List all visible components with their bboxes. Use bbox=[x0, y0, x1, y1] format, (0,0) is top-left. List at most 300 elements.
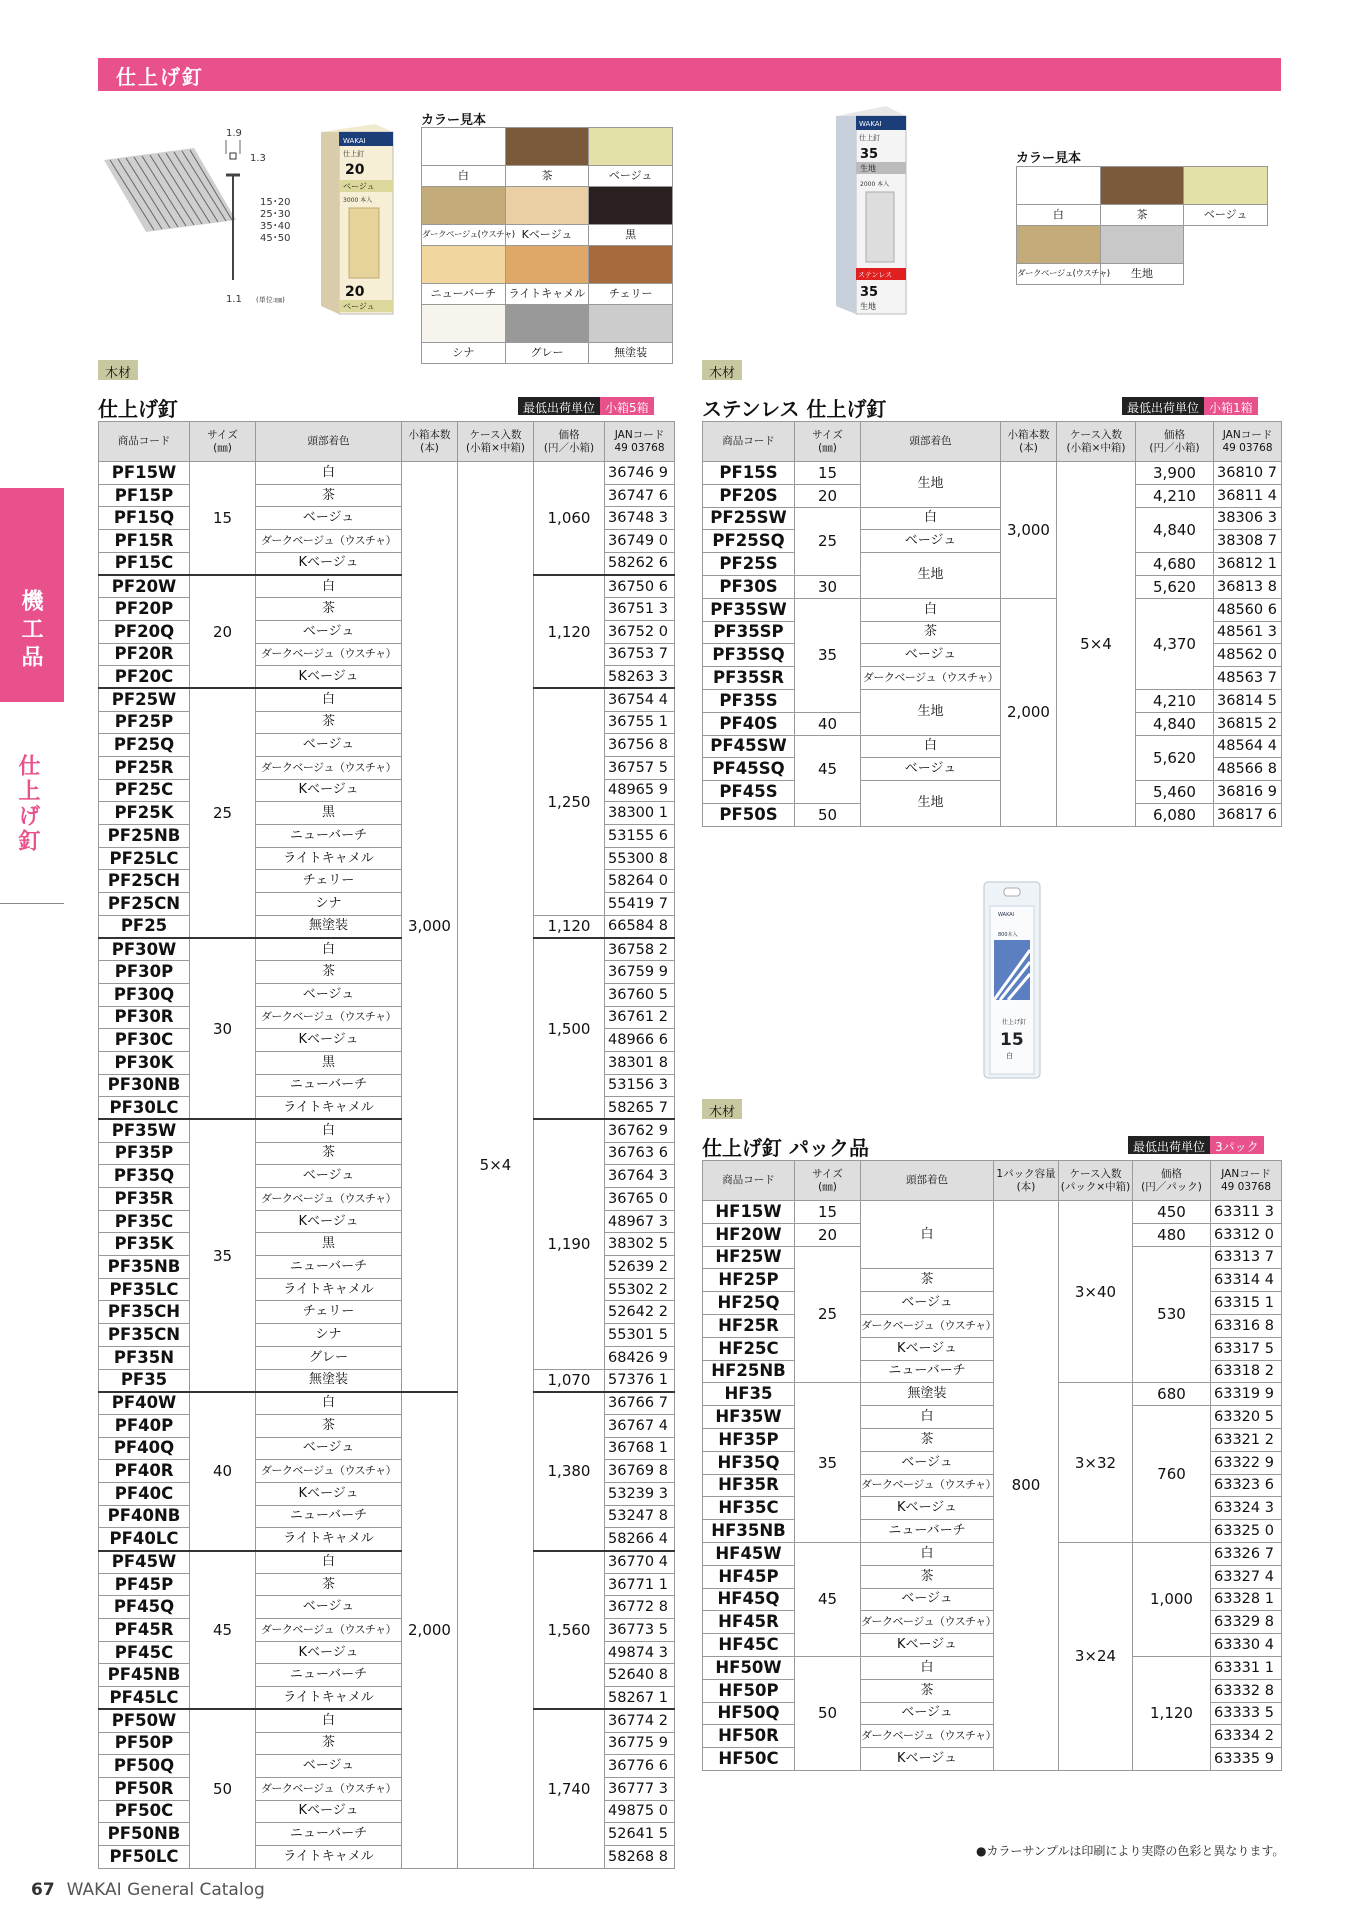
case-qty: 5×4 bbox=[458, 462, 534, 1869]
swatch-label: チェリー bbox=[589, 284, 673, 305]
jan-code: 66584 8 bbox=[605, 915, 675, 938]
product-code: HF50Q bbox=[703, 1702, 795, 1725]
product-code: HF35Q bbox=[703, 1451, 795, 1474]
head-color: ベージュ bbox=[256, 1596, 402, 1619]
swatch-label-row bbox=[1017, 264, 1268, 285]
head-color: 茶 bbox=[256, 961, 402, 984]
jan-code: 36749 0 bbox=[605, 530, 675, 553]
product-code: PF40C bbox=[99, 1482, 190, 1505]
side-divider bbox=[0, 903, 64, 904]
price: 4,370 bbox=[1136, 598, 1214, 689]
swatch-color bbox=[1184, 226, 1268, 264]
product-code: PF25W bbox=[99, 688, 190, 711]
material-tag-2: 木材 bbox=[702, 360, 742, 380]
jan-code: 63330 4 bbox=[1211, 1634, 1282, 1657]
product-code: PF30Q bbox=[99, 983, 190, 1006]
product-code: PF20R bbox=[99, 643, 190, 666]
head-color: ベージュ bbox=[861, 1451, 994, 1474]
head-color: シナ bbox=[256, 1324, 402, 1347]
jan-code: 63316 8 bbox=[1211, 1314, 1282, 1337]
jan-code: 36774 2 bbox=[605, 1709, 675, 1732]
material-tag: 木材 bbox=[98, 360, 138, 380]
product-code: PF25SQ bbox=[703, 530, 795, 553]
product-code: PF25C bbox=[99, 779, 190, 802]
head-color: ライトキャメル bbox=[256, 847, 402, 870]
product-code: PF35W bbox=[99, 1119, 190, 1142]
head-color: ライトキャメル bbox=[256, 1097, 402, 1120]
jan-code: 36812 1 bbox=[1214, 553, 1282, 576]
head-color: ダークベージュ（ウスチャ） bbox=[861, 1474, 994, 1497]
jan-code: 52642 2 bbox=[605, 1301, 675, 1324]
jan-code: 36748 3 bbox=[605, 507, 675, 530]
swatch-color bbox=[589, 187, 673, 225]
column-header: 1パック容量 (本) bbox=[994, 1161, 1059, 1201]
price: 1,120 bbox=[534, 575, 605, 688]
head-color: 生地 bbox=[861, 781, 1001, 827]
product-code: PF30S bbox=[703, 575, 795, 598]
svg-text:ステンレス: ステンレス bbox=[858, 271, 893, 279]
price: 6,080 bbox=[1136, 803, 1214, 826]
product-code: PF50R bbox=[99, 1777, 190, 1800]
jan-code: 53247 8 bbox=[605, 1505, 675, 1528]
svg-text:仕上釘: 仕上釘 bbox=[859, 134, 880, 142]
swatch-row bbox=[422, 305, 673, 343]
product-code: PF45P bbox=[99, 1573, 190, 1596]
product-code: PF50NB bbox=[99, 1823, 190, 1846]
jan-code: 36772 8 bbox=[605, 1596, 675, 1619]
box-qty: 2,000 bbox=[402, 1392, 458, 1868]
product-code: PF20S bbox=[703, 484, 795, 507]
price: 1,120 bbox=[1133, 1656, 1211, 1770]
swatch-row bbox=[422, 187, 673, 225]
jan-code: 58266 4 bbox=[605, 1528, 675, 1551]
price: 450 bbox=[1133, 1201, 1211, 1224]
jan-code: 36814 5 bbox=[1214, 689, 1282, 712]
jan-code: 38302 5 bbox=[605, 1233, 675, 1256]
product-code: PF25SW bbox=[703, 507, 795, 530]
swatch-label: 無塗装 bbox=[589, 343, 673, 364]
side-subcategory-label[interactable]: 仕上げ釘 bbox=[15, 754, 40, 854]
product-code: PF15Q bbox=[99, 507, 190, 530]
color-disclaimer-note: ●カラーサンプルは印刷により実際の色彩と異なります。 bbox=[976, 1844, 1285, 1858]
jan-code: 48564 4 bbox=[1214, 735, 1282, 758]
column-header: 価格 (円／パック) bbox=[1133, 1161, 1211, 1201]
head-color: ベージュ bbox=[861, 758, 1001, 781]
head-color: チェリー bbox=[256, 1301, 402, 1324]
jan-code: 36773 5 bbox=[605, 1619, 675, 1642]
size: 35 bbox=[795, 1383, 861, 1543]
product-code: HF45P bbox=[703, 1565, 795, 1588]
jan-code: 49874 3 bbox=[605, 1641, 675, 1664]
product-code: PF20Q bbox=[99, 620, 190, 643]
jan-code: 36750 6 bbox=[605, 575, 675, 598]
product-code: PF30W bbox=[99, 938, 190, 961]
swatch-color bbox=[505, 187, 589, 225]
swatch-color bbox=[589, 246, 673, 284]
jan-code: 63333 5 bbox=[1211, 1702, 1282, 1725]
size: 25 bbox=[795, 1246, 861, 1383]
jan-code: 36759 9 bbox=[605, 961, 675, 984]
svg-text:20: 20 bbox=[345, 284, 365, 300]
head-color: Kベージュ bbox=[256, 1482, 402, 1505]
product-code: PF25P bbox=[99, 711, 190, 734]
product-code: HF25Q bbox=[703, 1292, 795, 1315]
head-color: Kベージュ bbox=[256, 1641, 402, 1664]
product-code: PF50S bbox=[703, 803, 795, 826]
product-code: PF35R bbox=[99, 1188, 190, 1211]
svg-text:(単位:㎜): (単位:㎜) bbox=[256, 296, 285, 304]
swatch-label-row bbox=[422, 343, 673, 364]
table-row bbox=[99, 688, 675, 711]
price: 4,840 bbox=[1136, 507, 1214, 553]
head-color: 茶 bbox=[256, 1732, 402, 1755]
product-code: PF35NB bbox=[99, 1256, 190, 1279]
product-code: PF30P bbox=[99, 961, 190, 984]
jan-code: 36767 4 bbox=[605, 1414, 675, 1437]
jan-code: 63319 9 bbox=[1211, 1383, 1282, 1406]
head-color: 白 bbox=[256, 1709, 402, 1732]
price: 1,060 bbox=[534, 462, 605, 575]
head-color: 白 bbox=[256, 575, 402, 598]
head-color: Kベージュ bbox=[256, 666, 402, 689]
price: 1,560 bbox=[534, 1551, 605, 1710]
svg-text:800本入: 800本入 bbox=[998, 932, 1018, 938]
jan-code: 36753 7 bbox=[605, 643, 675, 666]
jan-code: 58262 6 bbox=[605, 552, 675, 575]
product-code: PF35N bbox=[99, 1346, 190, 1369]
jan-code: 36769 8 bbox=[605, 1460, 675, 1483]
product-code: PF45SW bbox=[703, 735, 795, 758]
jan-code: 36777 3 bbox=[605, 1777, 675, 1800]
column-header: ケース入数 (小箱×中箱) bbox=[1057, 422, 1136, 462]
table-row bbox=[99, 1709, 675, 1732]
product-code: PF40P bbox=[99, 1414, 190, 1437]
size: 50 bbox=[795, 803, 861, 826]
material-tag-3: 木材 bbox=[702, 1099, 742, 1119]
column-header: 価格 (円／小箱) bbox=[534, 422, 605, 462]
product-code: PF15R bbox=[99, 530, 190, 553]
product-code: PF35Q bbox=[99, 1165, 190, 1188]
table-row bbox=[99, 915, 675, 938]
swatch-label: 茶 bbox=[1100, 205, 1184, 226]
head-color: ダークベージュ（ウスチャ） bbox=[861, 1314, 994, 1337]
page-footer bbox=[31, 1880, 265, 1900]
price: 1,000 bbox=[1133, 1542, 1211, 1656]
head-color: 黒 bbox=[256, 802, 402, 825]
size: 45 bbox=[795, 1542, 861, 1656]
jan-code: 36751 3 bbox=[605, 598, 675, 621]
size: 20 bbox=[795, 1223, 861, 1246]
swatch-label: シナ bbox=[422, 343, 506, 364]
product-code: PF40LC bbox=[99, 1528, 190, 1551]
product-code: PF15C bbox=[99, 552, 190, 575]
box-qty: 3,000 bbox=[1001, 462, 1057, 599]
product-code: PF40Q bbox=[99, 1437, 190, 1460]
product-code: HF50P bbox=[703, 1679, 795, 1702]
head-color: 生地 bbox=[861, 553, 1001, 599]
jan-code: 55300 8 bbox=[605, 847, 675, 870]
product-code: PF25NB bbox=[99, 825, 190, 848]
size: 20 bbox=[190, 575, 256, 688]
head-color: 茶 bbox=[256, 1142, 402, 1165]
jan-code: 63311 3 bbox=[1211, 1201, 1282, 1224]
product-code: PF35CN bbox=[99, 1324, 190, 1347]
product-box-image bbox=[313, 118, 395, 316]
jan-code: 36762 9 bbox=[605, 1119, 675, 1142]
swatch-label: ベージュ bbox=[589, 166, 673, 187]
jan-code: 36764 3 bbox=[605, 1165, 675, 1188]
product-code: HF25R bbox=[703, 1314, 795, 1337]
price: 4,680 bbox=[1136, 553, 1214, 576]
product-code: HF25P bbox=[703, 1269, 795, 1292]
product-code: PF35SQ bbox=[703, 644, 795, 667]
table-row bbox=[703, 553, 1282, 576]
product-code: HF35 bbox=[703, 1383, 795, 1406]
column-header: 価格 (円／小箱) bbox=[1136, 422, 1214, 462]
product-code: PF35SP bbox=[703, 621, 795, 644]
head-color: ダークベージュ（ウスチャ） bbox=[861, 1725, 994, 1748]
head-color: 茶 bbox=[256, 598, 402, 621]
product-code: PF35CH bbox=[99, 1301, 190, 1324]
svg-text:35: 35 bbox=[860, 285, 879, 300]
product-code: PF35S bbox=[703, 689, 795, 712]
jan-code: 36813 8 bbox=[1214, 575, 1282, 598]
head-color: 生地 bbox=[861, 462, 1001, 508]
swatch-color bbox=[505, 246, 589, 284]
svg-text:WAKAI: WAKAI bbox=[859, 120, 882, 128]
head-color: ベージュ bbox=[861, 644, 1001, 667]
size: 15 bbox=[795, 1201, 861, 1224]
table-row bbox=[99, 1392, 675, 1415]
column-header: サイズ (㎜) bbox=[795, 1161, 861, 1201]
table-row bbox=[703, 1542, 1282, 1565]
price: 1,190 bbox=[534, 1119, 605, 1369]
head-color: ニューバーチ bbox=[256, 1256, 402, 1279]
table-row bbox=[99, 1369, 675, 1392]
color-sample-grid bbox=[421, 127, 673, 364]
product-code: HF25W bbox=[703, 1246, 795, 1269]
head-color: 茶 bbox=[861, 1428, 994, 1451]
table-title-2: ステンレス 仕上げ釘 bbox=[702, 397, 887, 421]
jan-code: 63320 5 bbox=[1211, 1406, 1282, 1429]
svg-text:35: 35 bbox=[860, 147, 879, 162]
size: 20 bbox=[795, 484, 861, 507]
head-color: ダークベージュ（ウスチャ） bbox=[256, 1006, 402, 1029]
product-code: PF40W bbox=[99, 1392, 190, 1415]
price: 4,840 bbox=[1136, 712, 1214, 735]
product-code: HF35R bbox=[703, 1474, 795, 1497]
table-row bbox=[99, 575, 675, 598]
case-qty: 3×24 bbox=[1059, 1542, 1133, 1770]
side-category-tab[interactable]: 機工品 bbox=[0, 488, 64, 702]
head-color: 茶 bbox=[256, 484, 402, 507]
swatch-label bbox=[1184, 264, 1268, 285]
head-color: 無塗装 bbox=[861, 1383, 994, 1406]
head-color: 白 bbox=[861, 735, 1001, 758]
jan-code: 55301 5 bbox=[605, 1324, 675, 1347]
price: 1,500 bbox=[534, 938, 605, 1120]
swatch-label: ダークベージュ(ウスチャ) bbox=[1017, 264, 1101, 285]
table-title: 仕上げ釘 bbox=[98, 397, 178, 421]
product-code: PF20W bbox=[99, 575, 190, 598]
stainless-nail-table bbox=[702, 421, 1282, 827]
price: 4,210 bbox=[1136, 689, 1214, 712]
product-code: PF25CN bbox=[99, 893, 190, 916]
head-color: 黒 bbox=[256, 1051, 402, 1074]
jan-code: 48966 6 bbox=[605, 1029, 675, 1052]
jan-code: 36756 8 bbox=[605, 734, 675, 757]
product-code: PF25CH bbox=[99, 870, 190, 893]
case-qty: 3×40 bbox=[1059, 1201, 1133, 1383]
jan-code: 36765 0 bbox=[605, 1188, 675, 1211]
jan-code: 55419 7 bbox=[605, 893, 675, 916]
product-code: PF15P bbox=[99, 484, 190, 507]
swatch-label: ベージュ bbox=[1184, 205, 1268, 226]
head-color: 茶 bbox=[861, 621, 1001, 644]
swatch-label: 黒 bbox=[589, 225, 673, 246]
head-color: 白 bbox=[256, 938, 402, 961]
swatch-label-row bbox=[422, 284, 673, 305]
head-color: 白 bbox=[256, 462, 402, 485]
jan-code: 36747 6 bbox=[605, 484, 675, 507]
head-color: Kベージュ bbox=[256, 1029, 402, 1052]
size: 25 bbox=[190, 688, 256, 938]
swatch-label: 茶 bbox=[505, 166, 589, 187]
product-code: PF35LC bbox=[99, 1278, 190, 1301]
product-code: HF45Q bbox=[703, 1588, 795, 1611]
jan-code: 36761 2 bbox=[605, 1006, 675, 1029]
jan-code: 38308 7 bbox=[1214, 530, 1282, 553]
product-code: PF40S bbox=[703, 712, 795, 735]
product-code: PF25LC bbox=[99, 847, 190, 870]
jan-code: 55302 2 bbox=[605, 1278, 675, 1301]
svg-text:WAKAI: WAKAI bbox=[343, 137, 366, 145]
price: 1,250 bbox=[534, 688, 605, 915]
head-color: ライトキャメル bbox=[256, 1687, 402, 1710]
table-row bbox=[99, 1551, 675, 1574]
jan-code: 36817 6 bbox=[1214, 803, 1282, 826]
product-code: HF25NB bbox=[703, 1360, 795, 1383]
product-code: HF15W bbox=[703, 1201, 795, 1224]
jan-code: 63317 5 bbox=[1211, 1337, 1282, 1360]
stainless-box-image bbox=[830, 102, 910, 317]
size: 50 bbox=[190, 1709, 256, 1868]
column-header: 商品コード bbox=[703, 422, 795, 462]
head-color: ベージュ bbox=[861, 1702, 994, 1725]
head-color: ダークベージュ（ウスチャ） bbox=[861, 667, 1001, 690]
product-code: PF30NB bbox=[99, 1074, 190, 1097]
svg-text:15･20: 15･20 bbox=[260, 197, 291, 208]
jan-code: 53155 6 bbox=[605, 825, 675, 848]
swatch-color bbox=[422, 128, 506, 166]
head-color: グレー bbox=[256, 1346, 402, 1369]
jan-code: 63325 0 bbox=[1211, 1520, 1282, 1543]
swatch-color bbox=[422, 187, 506, 225]
svg-text:45･50: 45･50 bbox=[260, 233, 291, 244]
jan-code: 36754 4 bbox=[605, 688, 675, 711]
jan-code: 38301 8 bbox=[605, 1051, 675, 1074]
product-code: PF25 bbox=[99, 915, 190, 938]
swatch-label: 白 bbox=[1017, 205, 1101, 226]
product-code: PF30K bbox=[99, 1051, 190, 1074]
price: 1,070 bbox=[534, 1369, 605, 1392]
product-code: PF45R bbox=[99, 1619, 190, 1642]
product-code: HF35C bbox=[703, 1497, 795, 1520]
product-code: PF45NB bbox=[99, 1664, 190, 1687]
jan-code: 63315 1 bbox=[1211, 1292, 1282, 1315]
product-code: PF30C bbox=[99, 1029, 190, 1052]
product-code: PF35K bbox=[99, 1233, 190, 1256]
head-color: ダークベージュ（ウスチャ） bbox=[256, 643, 402, 666]
column-header: ケース入数 (小箱×中箱) bbox=[458, 422, 534, 462]
head-color: ベージュ bbox=[256, 734, 402, 757]
column-header: 頭部着色 bbox=[256, 422, 402, 462]
jan-code: 36758 2 bbox=[605, 938, 675, 961]
jan-code: 63335 9 bbox=[1211, 1748, 1282, 1771]
product-code: PF30R bbox=[99, 1006, 190, 1029]
head-color: ニューバーチ bbox=[256, 1664, 402, 1687]
swatch-color bbox=[505, 305, 589, 343]
head-color: ダークベージュ（ウスチャ） bbox=[256, 1188, 402, 1211]
head-color: ニューバーチ bbox=[861, 1520, 994, 1543]
price: 4,210 bbox=[1136, 484, 1214, 507]
svg-text:白: 白 bbox=[1006, 1052, 1013, 1060]
product-code: PF15S bbox=[703, 462, 795, 485]
column-header: 頭部着色 bbox=[861, 422, 1001, 462]
price: 5,620 bbox=[1136, 735, 1214, 781]
product-code: PF25Q bbox=[99, 734, 190, 757]
nail-dimension-diagram bbox=[90, 120, 300, 310]
swatch-label: 白 bbox=[422, 166, 506, 187]
price: 530 bbox=[1133, 1246, 1211, 1383]
product-code: PF40NB bbox=[99, 1505, 190, 1528]
product-code: PF15W bbox=[99, 462, 190, 485]
product-code: PF50W bbox=[99, 1709, 190, 1732]
price: 5,460 bbox=[1136, 781, 1214, 804]
product-code: HF45C bbox=[703, 1634, 795, 1657]
head-color: 茶 bbox=[861, 1565, 994, 1588]
head-color: ニューバーチ bbox=[256, 1823, 402, 1846]
jan-code: 58263 3 bbox=[605, 666, 675, 689]
product-code: PF35SR bbox=[703, 667, 795, 690]
catalog-name: WAKAI General Catalog bbox=[66, 1880, 265, 1900]
table-row bbox=[703, 1656, 1282, 1679]
size: 30 bbox=[795, 575, 861, 598]
swatch-label-row bbox=[422, 166, 673, 187]
jan-code: 63328 1 bbox=[1211, 1588, 1282, 1611]
product-code: HF50W bbox=[703, 1656, 795, 1679]
color-sample-grid-2 bbox=[1016, 166, 1268, 285]
head-color: ダークベージュ（ウスチャ） bbox=[861, 1611, 994, 1634]
jan-code: 36760 5 bbox=[605, 983, 675, 1006]
dim-head: 1.9 bbox=[226, 128, 242, 139]
price: 3,900 bbox=[1136, 462, 1214, 485]
jan-code: 57376 1 bbox=[605, 1369, 675, 1392]
head-color: ライトキャメル bbox=[256, 1528, 402, 1551]
jan-code: 36757 5 bbox=[605, 756, 675, 779]
head-color: Kベージュ bbox=[861, 1337, 994, 1360]
jan-code: 63323 6 bbox=[1211, 1474, 1282, 1497]
product-code: PF50P bbox=[99, 1732, 190, 1755]
head-color: 黒 bbox=[256, 1233, 402, 1256]
swatch-color bbox=[1184, 167, 1268, 205]
svg-text:15: 15 bbox=[1000, 1030, 1024, 1050]
swatch-color bbox=[422, 305, 506, 343]
product-code: PF25S bbox=[703, 553, 795, 576]
swatch-color bbox=[1100, 226, 1184, 264]
jan-code: 63321 2 bbox=[1211, 1428, 1282, 1451]
jan-code: 53156 3 bbox=[605, 1074, 675, 1097]
